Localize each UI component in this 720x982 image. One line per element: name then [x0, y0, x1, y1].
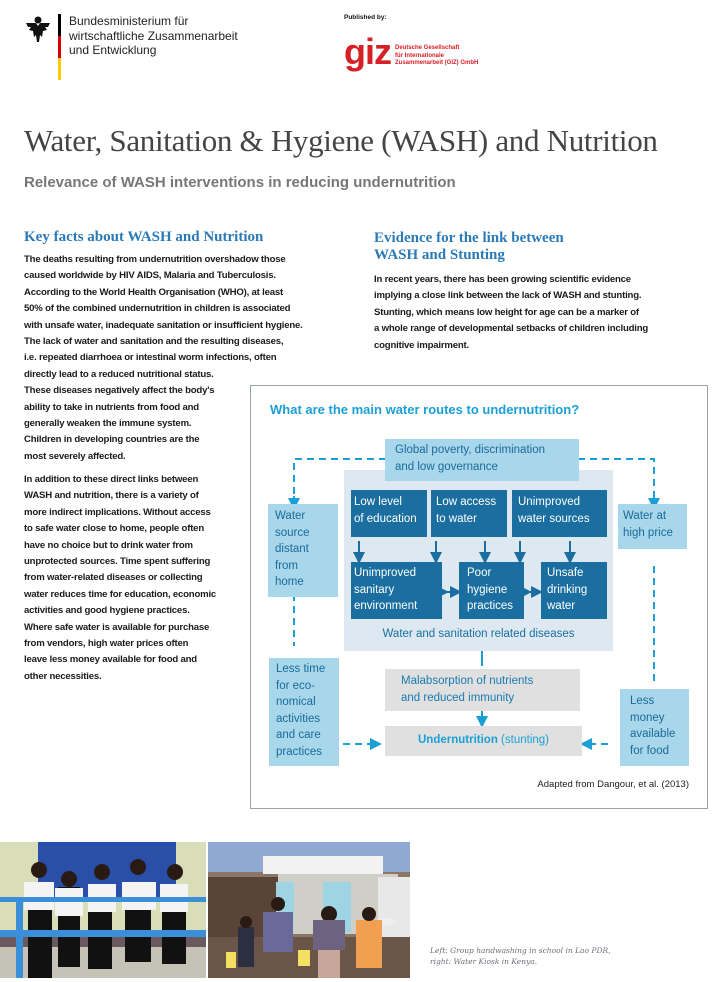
text-line: from vendors, high water prices often: [24, 638, 189, 650]
text-line: water reduces time for education, economic: [24, 588, 217, 600]
text-line: cognitive impairment.: [374, 339, 469, 351]
box-line: activities: [276, 712, 321, 725]
effect-box-hygiene: [459, 562, 524, 619]
caption-line: Left: Group handwashing in school in Lao PDR,: [430, 946, 611, 955]
evidence-text: [374, 272, 704, 354]
box-line: Less time: [276, 663, 326, 675]
box-line: money: [630, 711, 665, 724]
box-line: Unimproved: [518, 496, 580, 508]
box-line: distant: [275, 543, 309, 555]
box-line: Unsafe: [547, 567, 584, 579]
key-facts-heading: Key facts about WASH and Nutrition: [24, 229, 264, 245]
box-line: from: [275, 559, 298, 572]
ministry-line: Bundesministerium für: [69, 14, 189, 28]
photo-handwashing-lao: [0, 842, 206, 978]
text-line: activities and good hygiene practices.: [24, 605, 190, 617]
text-line: generally weaken the immune system.: [24, 418, 192, 430]
text-line: other necessities.: [24, 670, 102, 682]
text-line: directly lead to a reduced nutritional status.: [24, 368, 214, 380]
box-line: Low level: [354, 496, 402, 508]
box-line: practices: [276, 745, 323, 758]
text-line: most severely affected.: [24, 450, 126, 462]
box-line: and reduced immunity: [401, 691, 515, 704]
diagram-title: What are the main water routes to undernutrition?: [270, 402, 580, 417]
text-line: from water-related diseases or collecting: [24, 572, 203, 584]
box-line: Water: [275, 510, 306, 522]
box-line: high price: [623, 526, 673, 539]
text-line: According to the World Health Organisation (WHO), at least: [24, 286, 283, 298]
text-line: ability to take in nutrients from food and: [24, 401, 199, 413]
box-line: water: [547, 600, 576, 612]
box-line: Low access: [436, 496, 497, 508]
page-title: Water, Sanitation & Hygiene (WASH) and Nutrition: [24, 123, 658, 158]
box-line: Less: [630, 695, 655, 707]
box-line: practices: [467, 600, 514, 612]
flag-gold: [58, 58, 61, 80]
text-line: to safe water close to home, people often: [24, 523, 204, 535]
left-bottom-box: [269, 658, 339, 766]
right-bottom-box: [620, 689, 689, 766]
text-line: In addition to these direct links between: [24, 474, 199, 485]
giz-line: für Internationale: [395, 52, 445, 59]
box-line: Malabsorption of nutrients: [401, 675, 534, 687]
global-poverty-box: [385, 439, 579, 481]
box-line: for food: [630, 744, 669, 757]
cause-box-sources: [512, 490, 607, 537]
box-line: sanitary: [354, 583, 395, 596]
box-line: Water at: [623, 510, 667, 522]
ministry-line: wirtschaftliche Zusammenarbeit: [69, 28, 238, 43]
box-line: home: [275, 576, 304, 588]
giz-line: Deutsche Gesellschaft: [395, 45, 460, 51]
photo-water-kiosk-kenya: [208, 842, 410, 978]
undernutrition-box: [385, 726, 582, 756]
box-line: and low governance: [395, 460, 498, 473]
box-line: Unimproved: [354, 567, 416, 579]
text-line: more indirect implications. Without access: [24, 506, 211, 518]
cause-box-education: [351, 490, 427, 537]
text-line: i.e. repeated diarrhoea or intestinal worm infections, often: [24, 352, 277, 364]
german-flag-bar: [58, 14, 61, 80]
page-subtitle: Relevance of WASH interventions in reducing undernutrition: [24, 174, 456, 191]
right-top-box: [618, 504, 687, 549]
text-line: In recent years, there has been growing scientific evidence: [374, 274, 631, 285]
diseases-label: Water and sanitation related diseases: [382, 628, 575, 640]
box-line: environment: [354, 600, 418, 612]
text-line: have no choice but to drink water from: [24, 539, 193, 551]
outcome-bold: Undernutrition: [418, 734, 498, 746]
box-line: drinking: [547, 583, 588, 596]
giz-name: [395, 45, 515, 68]
effect-box-water: [541, 562, 607, 619]
box-line: for eco-: [276, 679, 315, 692]
box-line: water sources: [518, 512, 590, 525]
cause-box-access: [431, 490, 507, 537]
giz-logo: giz: [344, 31, 391, 72]
text-line: unprotected sources. Time spent suffering: [24, 556, 211, 568]
text-line: The lack of water and sanitation and the resulting diseases,: [24, 336, 284, 348]
box-line: source: [275, 526, 310, 539]
text-line: WASH and nutrition, there is a variety of: [24, 490, 199, 502]
federal-eagle-icon: [24, 14, 52, 44]
diagram-credit: Adapted from Dangour, et al. (2013): [537, 779, 689, 790]
box-line: hygiene: [467, 583, 508, 596]
box-line: Poor: [467, 567, 492, 579]
text-line: Children in developing countries are the: [24, 434, 200, 446]
evidence-heading-line: WASH and Stunting: [374, 247, 505, 263]
box-line: nomical: [276, 696, 316, 708]
giz-line: Zusammenarbeit (GIZ) GmbH: [395, 60, 479, 66]
box-line: to water: [436, 512, 477, 525]
text-line: leave less money available for food and: [24, 654, 197, 666]
flag-black: [58, 14, 61, 36]
left-top-box: [268, 504, 338, 597]
box-line: available: [630, 728, 676, 740]
text-line: with unsafe water, inadequate sanitation or insufficient hygiene.: [24, 319, 303, 331]
box-line: of education: [354, 512, 417, 525]
flag-red: [58, 36, 61, 58]
text-line: 50% of the combined undernutrition in children is associated: [24, 303, 291, 315]
published-by-label: Published by:: [344, 14, 387, 21]
box-line: and care: [276, 729, 321, 741]
water-routes-diagram: [250, 385, 708, 809]
text-line: Stunting, which means low height for age can be a marker of: [374, 306, 639, 318]
effect-box-sanitary: [351, 562, 442, 619]
handwashing-photo-illustration: [0, 842, 206, 978]
caption-line: right: Water Kiosk in Kenya.: [430, 957, 538, 966]
text-line: These diseases negatively affect the body's: [24, 385, 215, 397]
photo-caption: [430, 945, 700, 967]
key-facts-text-2: [24, 472, 246, 685]
ministry-name: [69, 14, 329, 58]
text-line: The deaths resulting from undernutrition overshadow those: [24, 254, 286, 265]
evidence-heading-line: Evidence for the link between: [374, 230, 564, 246]
outcome-rest: (stunting): [497, 734, 549, 746]
malabsorption-box: [385, 669, 580, 711]
text-line: Where safe water is available for purchase: [24, 621, 210, 633]
box-line: Global poverty, discrimination: [395, 444, 545, 456]
text-line: caused worldwide by HIV AIDS, Malaria and Tuberculosis.: [24, 270, 276, 282]
evidence-heading: [374, 230, 694, 264]
kiosk-photo-illustration: [208, 842, 410, 978]
text-line: a whole range of developmental setbacks of children including: [374, 323, 649, 335]
text-line: implying a close link between the lack of WASH and stunting.: [374, 290, 642, 302]
ministry-line: und Entwicklung: [69, 43, 157, 57]
